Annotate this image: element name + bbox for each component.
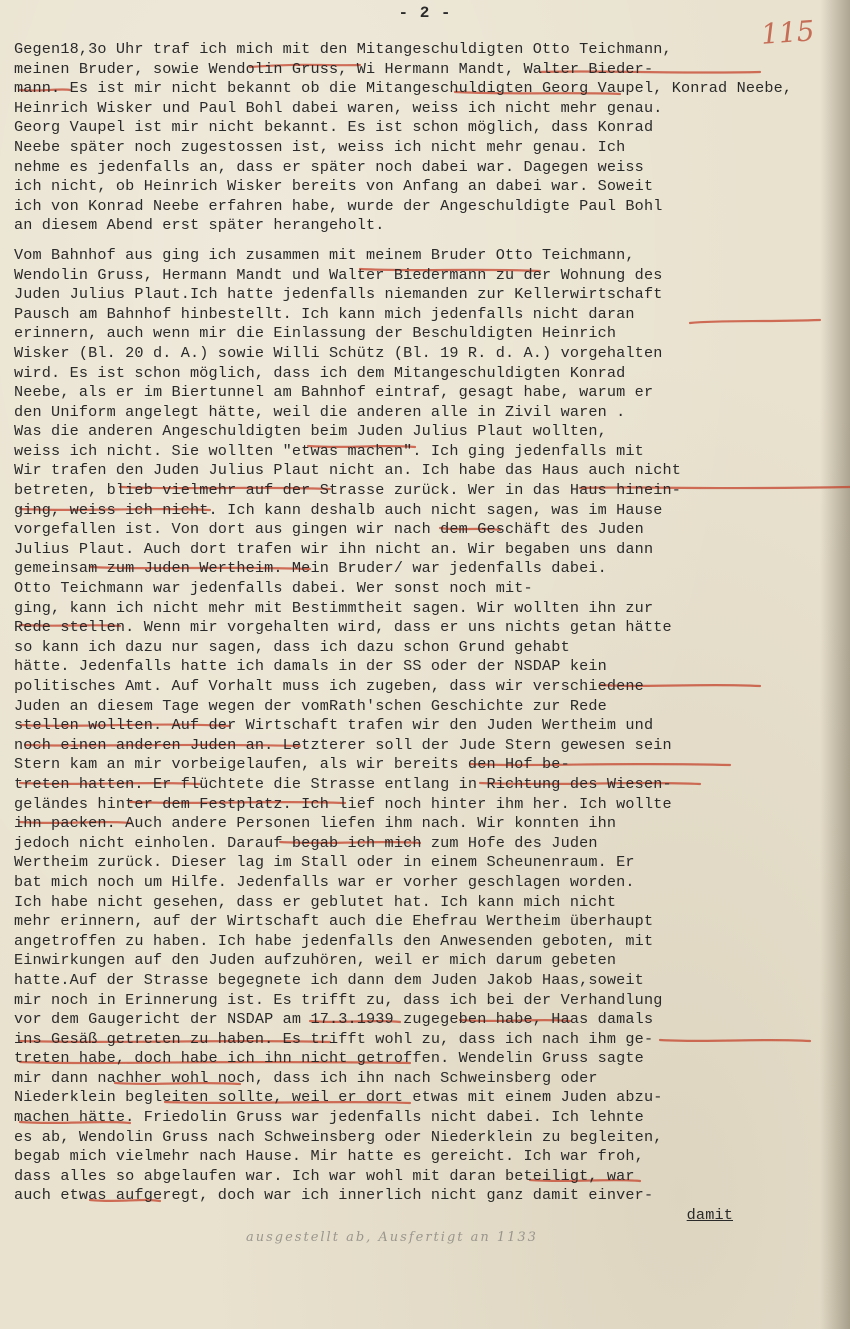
text-line: treten habe, doch habe ich ihn nicht getroffen. Wendelin Gruss sagte	[14, 1049, 644, 1068]
text-line: auch etwas aufgeregt, doch war ich innerlich nicht ganz damit einver-	[14, 1186, 654, 1205]
text-line: mehr erinnern, auf der Wirtschaft auch die Ehefrau Wertheim überhaupt	[14, 912, 654, 931]
text-line: nehme es jedenfalls an, dass er später noch dabei war. Dagegen weiss	[14, 157, 644, 176]
text-line: hatte.Auf der Strasse begegnete ich dann dem Juden Jakob Haas,soweit	[14, 970, 644, 989]
text-line: Georg Vaupel ist mir nicht bekannt. Es ist schon möglich, dass Konrad	[14, 118, 654, 137]
text-line: ich nicht, ob Heinrich Wisker bereits von Anfang an dabei war. Soweit	[14, 177, 654, 196]
handwritten-folio-number: 115	[759, 14, 816, 51]
text-line: Pausch am Bahnhof hinbestellt. Ich kann mich jedenfalls nicht daran	[14, 304, 635, 323]
text-line: Gegen18,3o Uhr traf ich mich mit den Mitangeschuldigten Otto Teichmann,	[14, 40, 672, 58]
paragraph-1	[14, 40, 829, 236]
text-line: jedoch nicht einholen. Darauf begab ich mich zum Hofe des Juden	[14, 833, 598, 852]
text-line: Heinrich Wisker und Paul Bohl dabei waren, weiss ich nicht mehr genau.	[14, 98, 663, 117]
text-line: treten hatten. Er flüchtete die Strasse entlang in Richtung des Wiesen-	[14, 774, 672, 793]
text-line: Ich habe nicht gesehen, dass er geblutet hat. Ich kann mich nicht	[14, 892, 617, 911]
text-line: Wertheim zurück. Dieser lag im Stall oder in einem Scheunenraum. Er	[14, 853, 635, 872]
text-line: Wisker (Bl. 20 d. A.) sowie Willi Schütz (Bl. 19 R. d. A.) vorgehalten	[14, 343, 663, 362]
text-line: machen hätte. Friedolin Gruss war jedenfalls nicht dabei. Ich lehnte	[14, 1108, 644, 1127]
text-line: mann. Es ist mir nicht bekannt ob die Mitangeschuldigten Georg Vaupel, Konrad Neebe,	[14, 79, 793, 98]
text-line: Wendolin Gruss, Hermann Mandt und Walter Biedermann zu der Wohnung des	[14, 265, 663, 284]
text-line: so kann ich dazu nur sagen, dass ich dazu schon Grund gehabt	[14, 637, 570, 656]
paragraph-2	[14, 246, 829, 1206]
text-line: Juden an diesem Tage wegen der vomRath'schen Geschichte zur Rede	[14, 696, 607, 715]
text-line: Einwirkungen auf den Juden aufzuhören, weil er mich darum gebeten	[14, 951, 617, 970]
text-line: stellen wollten. Auf der Wirtschaft trafen wir den Juden Wertheim und	[14, 716, 654, 735]
text-line: gemeinsam zum Juden Wertheim. Mein Bruder/ war jedenfalls dabei.	[14, 559, 607, 578]
text-line: Juden Julius Plaut.Ich hatte jedenfalls niemanden zur Kellerwirtschaft	[14, 285, 663, 304]
text-line: begab mich vielmehr nach Hause. Mir hatte es gereicht. Ich war froh,	[14, 1147, 644, 1166]
text-line: Wir trafen den Juden Julius Plaut nicht an. Ich habe das Haus auch nicht	[14, 461, 682, 480]
text-line: dass alles so abgelaufen war. Ich war wohl mit daran beteiligt, war	[14, 1166, 635, 1185]
text-line: bat mich noch um Hilfe. Jedenfalls war er vorher geschlagen worden.	[14, 872, 635, 891]
text-line: wird. Es ist schon möglich, dass ich dem Mitangeschuldigten Konrad	[14, 363, 626, 382]
closing-catchword: damit	[686, 1206, 733, 1225]
text-line: ging, kann ich nicht mehr mit Bestimmtheit sagen. Wir wollten ihn zur	[14, 598, 654, 617]
text-line: ihn packen. Auch andere Personen liefen ihm nach. Wir konnten ihn	[14, 814, 617, 833]
text-line: ging, weiss ich nicht. Ich kann deshalb auch nicht sagen, was im Hause	[14, 500, 663, 519]
typed-statement	[14, 40, 829, 1226]
text-line: Stern kam an mir vorbeigelaufen, als wir bereits den Hof be-	[14, 755, 570, 774]
text-line: es ab, Wendolin Gruss nach Schweinsberg oder Niederklein zu begleiten,	[14, 1127, 663, 1146]
text-line: vorgefallen ist. Von dort aus gingen wir nach dem Geschäft des Juden	[14, 520, 644, 539]
text-line: Neebe später noch zugestossen ist, weiss ich nicht mehr genau. Ich	[14, 137, 626, 156]
text-line: vor dem Gaugericht der NSDAP am 17.3.1939 zugegeben habe, Haas damals	[14, 1010, 654, 1029]
text-line: hätte. Jedenfalls hatte ich damals in der SS oder der NSDAP kein	[14, 657, 607, 676]
text-line: den Uniform angelegt hätte, weil die anderen alle in Zivil waren .	[14, 402, 626, 421]
text-line: Vom Bahnhof aus ging ich zusammen mit meinem Bruder Otto Teichmann,	[14, 245, 635, 264]
text-line: ins Gesäß getreten zu haben. Es trifft wohl zu, dass ich nach ihm ge-	[14, 1029, 654, 1048]
text-line: Niederklein begleiten sollte, weil er dort etwas mit einem Juden abzu-	[14, 1088, 663, 1107]
text-line: ich von Konrad Neebe erfahren habe, wurde der Angeschuldigte Paul Bohl	[14, 196, 663, 215]
text-line: mir dann nachher wohl noch, dass ich ihn nach Schweinsberg oder	[14, 1068, 598, 1087]
text-line: Otto Teichmann war jedenfalls dabei. Wer sonst noch mit-	[14, 579, 533, 598]
text-line: politisches Amt. Auf Vorhalt muss ich zugeben, dass wir verschiedene	[14, 677, 644, 695]
text-line: angetroffen zu haben. Ich habe jedenfalls den Anwesenden geboten, mit	[14, 931, 654, 950]
text-line: Julius Plaut. Auch dort trafen wir ihn nicht an. Wir begaben uns dann	[14, 539, 654, 558]
text-line: geländes hinter dem Festplatz. Ich lief noch hinter ihm her. Ich wollte	[14, 794, 672, 813]
text-line: an diesem Abend erst später herangeholt.	[14, 216, 385, 235]
text-line: Was die anderen Angeschuldigten beim Juden Julius Plaut wollten,	[14, 422, 607, 441]
page-number: - 2 -	[398, 4, 452, 22]
text-line: weiss ich nicht. Sie wollten "etwas machen". Ich ging jedenfalls mit	[14, 441, 644, 460]
text-line: meinen Bruder, sowie Wendolin Gruss, Wi Hermann Mandt, Walter Bieder-	[14, 59, 654, 78]
text-line: betreten, blieb vielmehr auf der Strasse zurück. Wer in das Haus hinein-	[14, 481, 682, 500]
text-line: erinnern, auch wenn mir die Einlassung der Beschuldigten Heinrich	[14, 324, 617, 343]
text-line: Neebe, als er im Biertunnel am Bahnhof eintraf, gesagt habe, warum er	[14, 383, 654, 402]
pencil-annotation: ausgestellt ab, Ausfertigt an 1133	[246, 1230, 538, 1245]
text-line: Rede stellen. Wenn mir vorgehalten wird, dass er uns nichts getan hätte	[14, 618, 672, 637]
text-line: mir noch in Erinnerung ist. Es trifft zu, dass ich bei der Verhandlung	[14, 990, 663, 1009]
text-line: noch einen anderen Juden an. Letzterer soll der Jude Stern gewesen sein	[14, 735, 672, 754]
